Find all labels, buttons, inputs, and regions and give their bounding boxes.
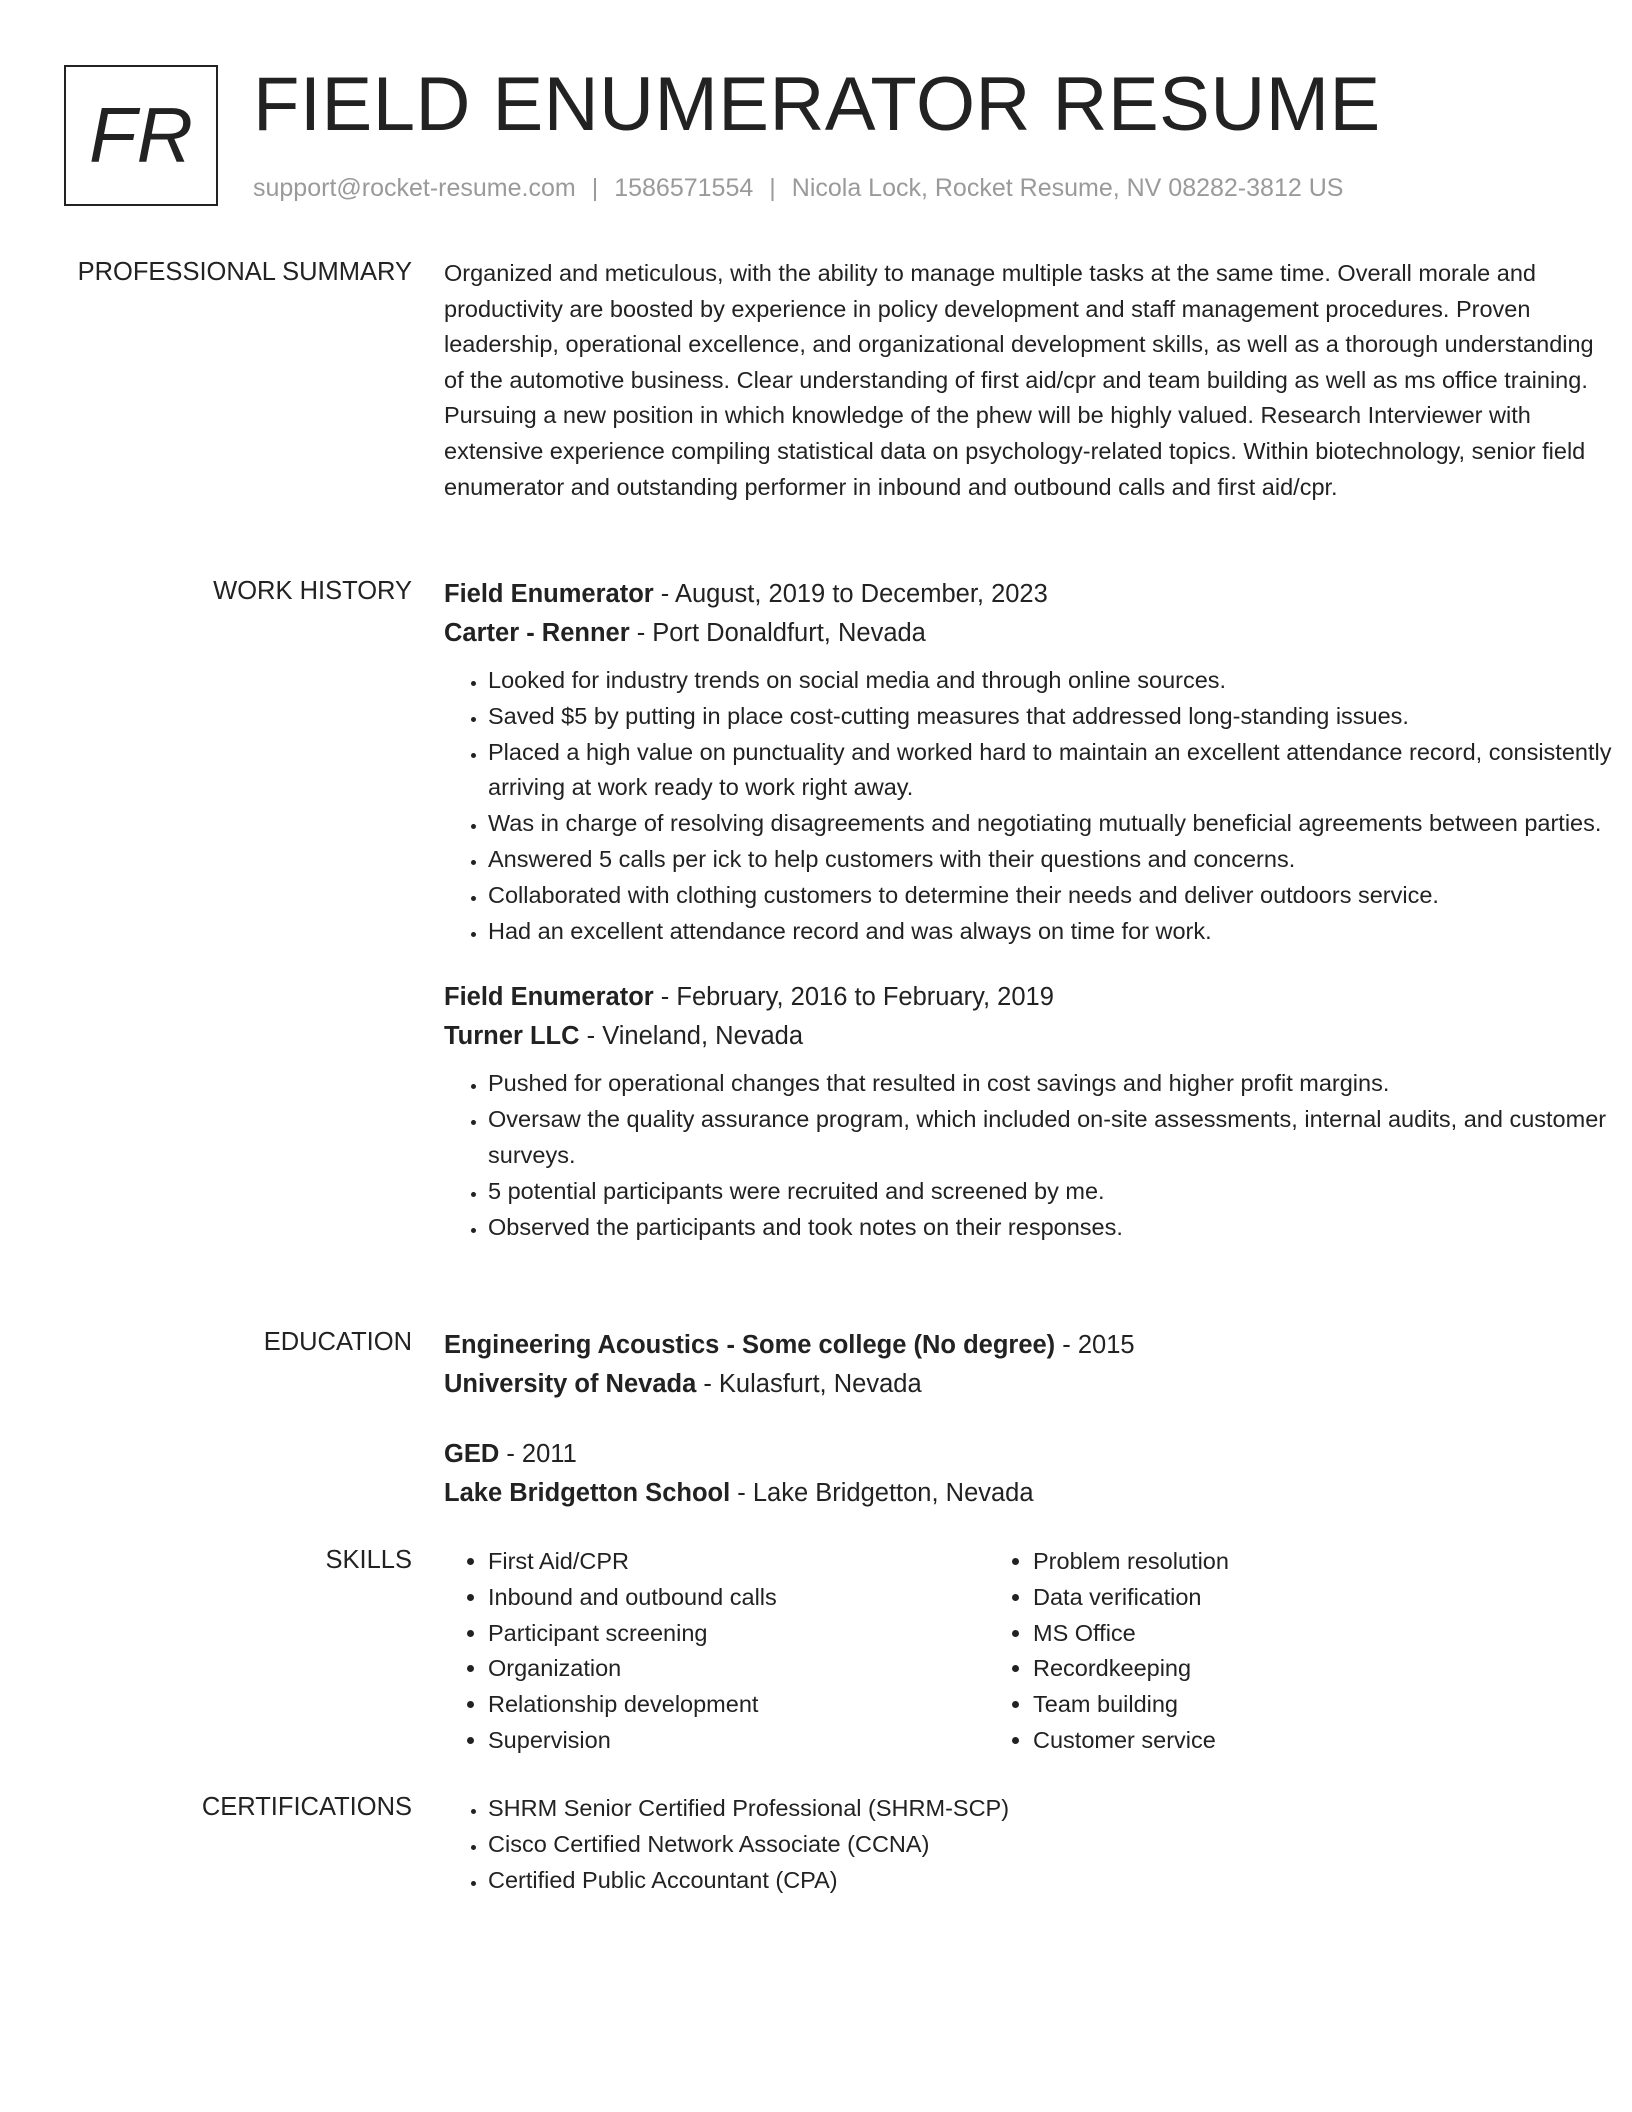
resume-header: [64, 62, 1568, 210]
list-item: • Participant screening: [488, 1616, 777, 1652]
skills-column-left: [444, 1544, 777, 1759]
school: Lake Bridgetton School: [444, 1479, 731, 1507]
contact-line: [253, 173, 1343, 203]
job-title: Field Enumerator: [444, 580, 654, 608]
list-item: • Cisco Certified Network Associate (CCNA): [488, 1827, 1614, 1863]
job-bullets: [444, 1066, 1614, 1245]
job-title-line: [444, 978, 1614, 1017]
list-item: • Relationship development: [488, 1687, 777, 1723]
degree-year: - 2011: [499, 1440, 577, 1468]
contact-address: Nicola Lock, Rocket Resume, NV 08282-3812 US: [791, 174, 1344, 202]
contact-email[interactable]: support@rocket-resume.com: [253, 174, 576, 202]
list-item: • Problem resolution: [1033, 1544, 1229, 1580]
list-item: • Collaborated with clothing customers to determine their needs and deliver outdoors service.: [488, 878, 1614, 914]
school-location: - Kulasfurt, Nevada: [696, 1370, 922, 1398]
list-item: • Team building: [1033, 1687, 1229, 1723]
list-item: • Saved $5 by putting in place cost-cutting measures that addressed long-standing issues.: [488, 699, 1614, 735]
list-item: • Supervision: [488, 1723, 777, 1759]
education-entry: [444, 1435, 1614, 1513]
list-item: • First Aid/CPR: [488, 1544, 777, 1580]
list-item: • SHRM Senior Certified Professional (SHRM-SCP): [488, 1791, 1614, 1827]
skills-list: [444, 1544, 777, 1759]
list-item: • Recordkeeping: [1033, 1651, 1229, 1687]
summary-text: Organized and meticulous, with the ability to manage multiple tasks at the same time. Overall morale and productivity are boosted by experience in policy development and staff management procedures. Proven leadership, operational excellence, and organizational development skills, as well as a thorough understanding of the automotive business. Clear understanding of first aid/cpr and team building as well as ms office training. Pursuing a new position in which knowledge of the phew will be highly valued. Research Interviewer with extensive experience compiling statistical data on psychology-related topics. Within biotechnology, senior field enumerator and outstanding performer in inbound and outbound calls and first aid/cpr.: [444, 260, 1594, 500]
job-title-line: [444, 575, 1614, 614]
school-line: [444, 1365, 1614, 1404]
contact-separator: |: [769, 174, 776, 202]
section-label-skills: SKILLS: [325, 1546, 412, 1574]
skills-list: [989, 1544, 1229, 1759]
list-item: • Oversaw the quality assurance program, which included on-site assessments, internal audits, and customer surveys.: [488, 1102, 1614, 1174]
job-location: - Vineland, Nevada: [579, 1022, 804, 1051]
school-line: [444, 1474, 1614, 1513]
list-item: • MS Office: [1033, 1616, 1229, 1652]
job-location: - Port Donaldfurt, Nevada: [629, 619, 926, 647]
certifications-body: [444, 1791, 1614, 1898]
degree-line: [444, 1326, 1614, 1365]
list-item: • Placed a high value on punctuality and worked hard to maintain an excellent attendance record, consistently arriving at work ready to work right away.: [488, 735, 1614, 807]
job-dates: - August, 2019 to December, 2023: [653, 580, 1048, 608]
work-body: [444, 575, 1614, 1245]
skills-column-right: [989, 1544, 1229, 1759]
list-item: • 5 potential participants were recruited and screened by me.: [488, 1174, 1614, 1210]
job-dates: - February, 2016 to February, 2019: [653, 983, 1054, 1012]
summary-body: [444, 256, 1614, 505]
contact-separator: |: [591, 174, 599, 202]
skills-body: [444, 1544, 1614, 1760]
job-company-line: [444, 1017, 1614, 1056]
section-label-work: WORK HISTORY: [213, 577, 412, 605]
job-entry: [444, 978, 1614, 1245]
list-item: • Answered 5 calls per ick to help customers with their questions and concerns.: [488, 842, 1614, 878]
list-item: • Data verification: [1033, 1580, 1229, 1616]
certifications-list: [444, 1791, 1614, 1898]
contact-phone[interactable]: 1586571554: [614, 174, 754, 202]
job-company-line: [444, 614, 1614, 653]
job-company: Turner LLC: [444, 1022, 580, 1051]
list-item: • Certified Public Accountant (CPA): [488, 1863, 1614, 1899]
list-item: • Had an excellent attendance record and was always on time for work.: [488, 914, 1614, 950]
education-entry: [444, 1326, 1614, 1404]
education-body: [444, 1326, 1614, 1513]
degree-line: [444, 1435, 1614, 1474]
list-item: • Inbound and outbound calls: [488, 1580, 777, 1616]
degree: Engineering Acoustics - Some college (No degree): [444, 1331, 1056, 1359]
degree-year: - 2015: [1055, 1331, 1135, 1359]
school: University of Nevada: [444, 1370, 697, 1398]
job-title: Field Enumerator: [444, 983, 654, 1012]
list-item: • Organization: [488, 1651, 777, 1687]
list-item: • Observed the participants and took notes on their responses.: [488, 1210, 1614, 1246]
monogram-logo: FR: [64, 65, 218, 206]
job-entry: [444, 575, 1614, 949]
list-item: • Customer service: [1033, 1723, 1229, 1759]
job-company: Carter - Renner: [444, 619, 630, 647]
list-item: • Pushed for operational changes that resulted in cost savings and higher profit margins.: [488, 1066, 1614, 1102]
degree: GED: [444, 1440, 500, 1468]
list-item: • Was in charge of resolving disagreements and negotiating mutually beneficial agreements between parties.: [488, 806, 1614, 842]
section-label-summary: PROFESSIONAL SUMMARY: [77, 258, 412, 286]
job-bullets: [444, 663, 1614, 949]
page-title: FIELD ENUMERATOR RESUME: [253, 62, 1381, 147]
school-location: - Lake Bridgetton, Nevada: [730, 1479, 1034, 1507]
section-label-certifications: CERTIFICATIONS: [201, 1793, 412, 1821]
section-label-education: EDUCATION: [263, 1328, 412, 1356]
list-item: • Looked for industry trends on social media and through online sources.: [488, 663, 1614, 699]
